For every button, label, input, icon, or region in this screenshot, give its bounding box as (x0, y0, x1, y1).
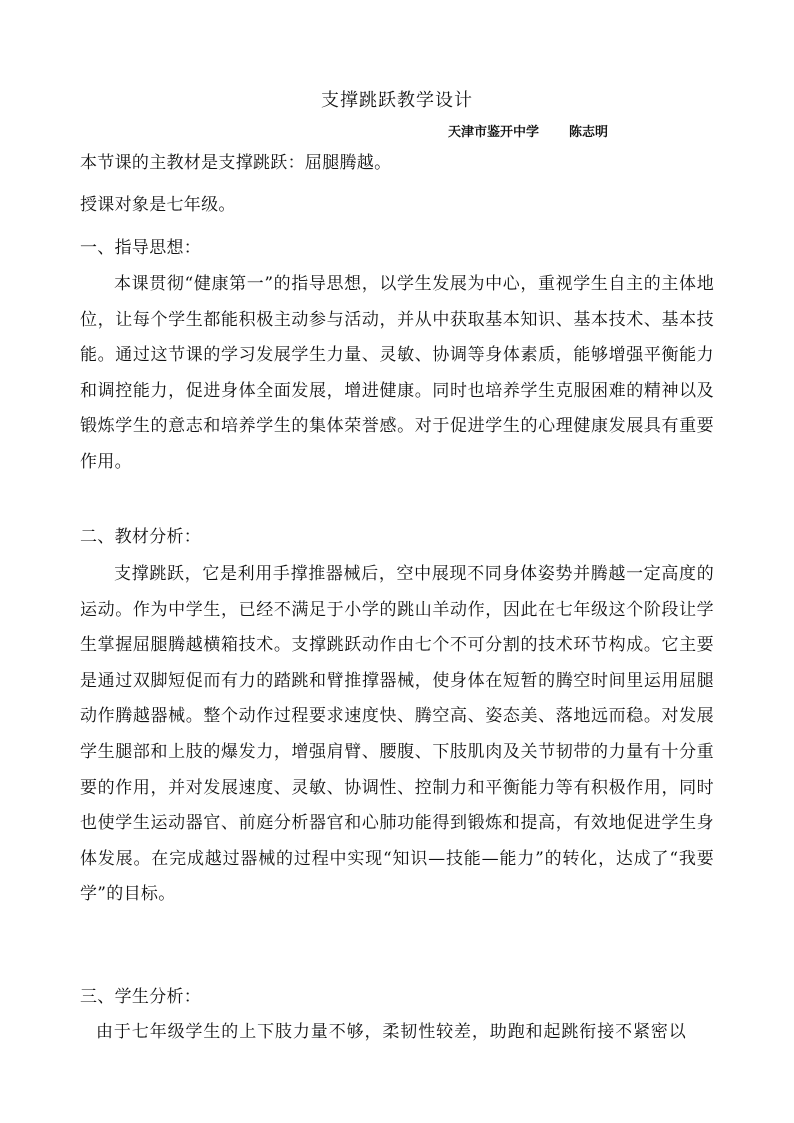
target-audience-line: 授课对象是七年级。 (80, 195, 236, 215)
author-name: 陈志明 (569, 125, 609, 140)
author-line (448, 121, 608, 140)
section-heading-material-analysis: 二、教材分析： (80, 527, 202, 547)
section-heading-student-analysis: 三、学生分析： (80, 987, 202, 1007)
section-body-student-analysis: 由于七年级学生的上下肢力量不够，柔韧性较差，助跑和起跳衔接不紧密以 (96, 1022, 687, 1042)
document-title: 支撑跳跃教学设计 (321, 90, 473, 111)
main-material-line: 本节课的主教材是支撑跳跃：屈腿腾越。 (80, 153, 392, 173)
paragraph: 支撑跳跃，它是利用手撑推器械后，空中展现不同身体姿势并腾越一定高度的运动。作为中学生，已经不满足于小学的跳山羊动作，因此在七年级这个阶段让学生掌握屈腿腾越横箱技术。支撑跳跃动作由七个不可分割的技术环节构成。它主要是通过双脚短促而有力的踏跳和臂推撑器械，使身体在短暂的腾空时间里运用屈腿动作腾越器械。整个动作过程要求速度快、腾空高、姿态美、落地远而稳。对发展学生腿部和上肢的爆发力，增强肩臂、腰腹、下肢肌肉及关节韧带的力量有十分重要的作用，并对发展速度、灵敏、协调性、控制力和平衡能力等有积极作用，同时也使学生运动器官、前庭分析器官和心肺功能得到锻炼和提高，有效地促进学生身体发展。在完成越过器械的过程中实现“知识—技能—能力”的转化，达成了“我要学”的目标。 (80, 564, 714, 905)
school-name: 天津市鉴开中学 (448, 125, 540, 140)
section-heading-guiding-thought: 一、指导思想： (80, 238, 202, 258)
section-body-guiding-thought (80, 267, 714, 481)
paragraph: 本课贯彻“健康第一”的指导思想，以学生发展为中心，重视学生自主的主体地位，让每个学生都能积极主动参与活动，并从中获取基本知识、基本技术、基本技能。通过这节课的学习发展学生力量、灵敏、协调等身体素质，能够增强平衡能力和调控能力，促进身体全面发展，增进健康。同时也培养学生克服困难的精神以及锻炼学生的意志和培养学生的集体荣誉感。对于促进学生的心理健康发展具有重要作用。 (80, 274, 714, 472)
section-body-material-analysis (80, 557, 714, 913)
